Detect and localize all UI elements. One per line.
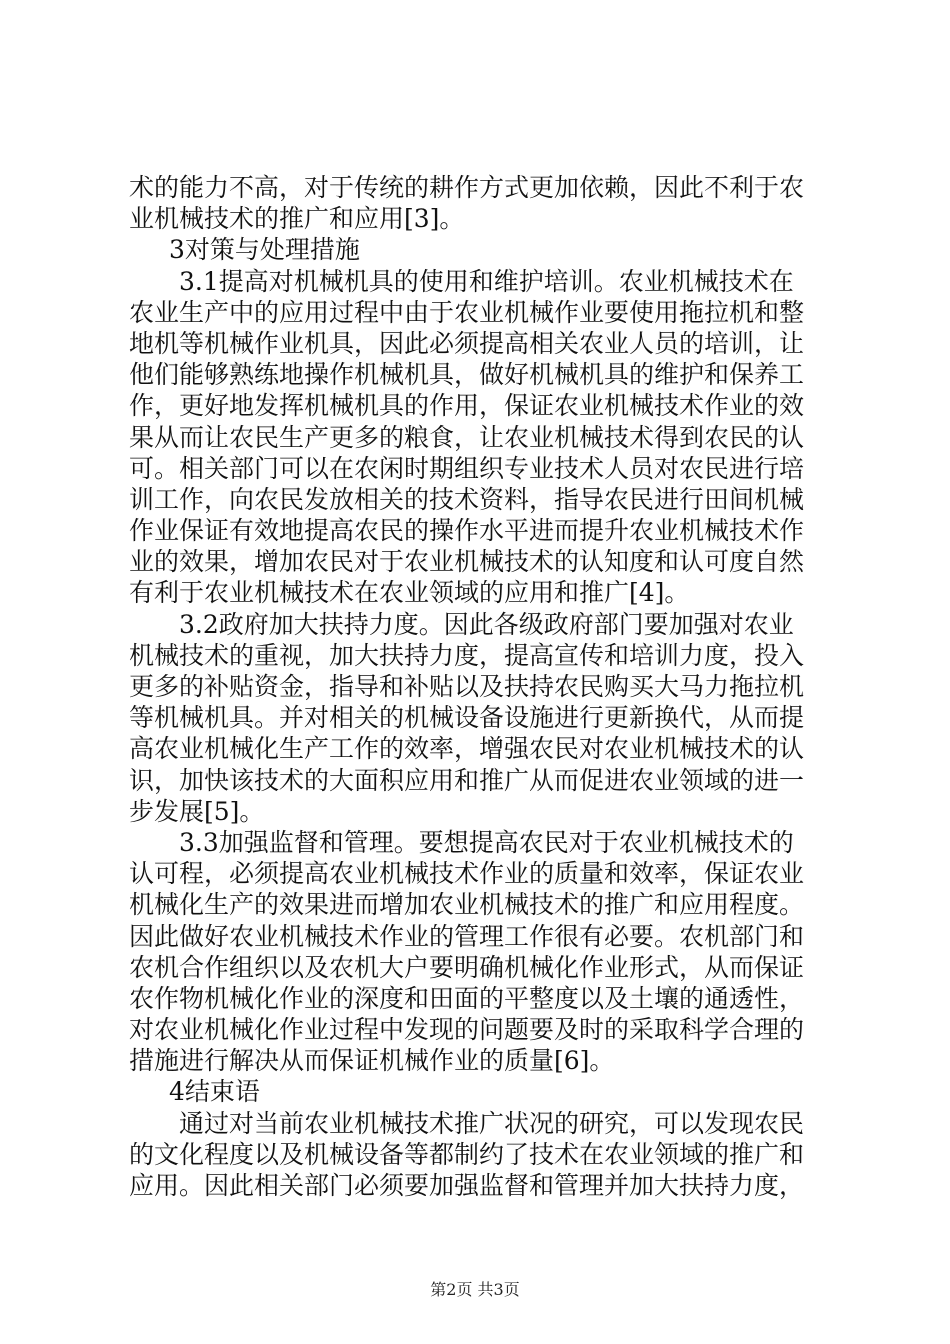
text-line: 应用。因此相关部门必须要加强监督和管理并加大扶持力度， [129,1171,805,1200]
text-line: 机械化生产的效果进而增加农业机械技术的推广和应用程度。 [129,890,805,920]
page-footer: 第2页 共3页 [430,1280,520,1299]
text-line: 步发展[5]。 [129,796,265,826]
text-line: 认可程，必须提高农业机械技术作业的质量和效率，保证农业 [129,859,805,889]
text-line: 对农业机械化作业过程中发现的问题要及时的采取科学合理的 [129,1015,805,1045]
text-line: 训工作，向农民发放相关的技术资料，指导农民进行田间机械 [129,484,805,514]
text-line: 3.1提高对机械机具的使用和维护培训。农业机械技术在 [179,266,794,296]
text-line: 地机等机械作业机具，因此必须提高相关农业人员的培训，让 [129,328,805,358]
text-line: 可。相关部门可以在农闲时期组织专业技术人员对农民进行培 [129,453,805,483]
text-line: 更多的补贴资金，指导和补贴以及扶持农民购买大马力拖拉机 [129,672,805,701]
text-line: 3.3加强监督和管理。要想提高农民对于农业机械技术的 [179,827,794,857]
text-line: 业机械技术的推广和应用[3]。 [129,204,465,234]
text-line: 业的效果，增加农民对于农业机械技术的认知度和认可度自然 [129,547,805,577]
text-line: 的文化程度以及机械设备等都制约了技术在农业领域的推广和 [129,1139,805,1169]
text-line: 果从而让农民生产更多的粮食，让农业机械技术得到农民的认 [129,422,805,452]
text-line: 他们能够熟练地操作机械机具，做好机械机具的维护和保养工 [129,360,805,390]
text-line: 识，加快该技术的大面积应用和推广从而促进农业领域的进一 [129,765,805,795]
section-heading: 3对策与处理措施 [169,235,360,265]
text-line: 等机械机具。并对相关的机械设备设施进行更新换代，从而提 [129,703,805,733]
text-line: 术的能力不高，对于传统的耕作方式更加依赖，因此不利于农 [129,173,805,202]
text-line: 有利于农业机械技术在农业领域的应用和推广[4]。 [129,578,690,608]
text-line: 3.2政府加大扶持力度。因此各级政府部门要加强对农业 [179,609,794,639]
body-text [129,172,829,1201]
text-line: 措施进行解决从而保证机械作业的质量[6]。 [129,1046,615,1076]
text-line: 机械技术的重视，加大扶持力度，提高宣传和培训力度，投入 [129,640,805,670]
text-line: 高农业机械化生产工作的效率，增强农民对农业机械技术的认 [129,734,805,764]
text-line: 作，更好地发挥机械机具的作用，保证农业机械技术作业的效 [129,391,805,421]
text-line: 农作物机械化作业的深度和田面的平整度以及土壤的通透性， [129,983,805,1013]
text-line: 农业生产中的应用过程中由于农业机械作业要使用拖拉机和整 [129,297,805,327]
section-heading: 4结束语 [169,1077,260,1107]
text-line: 通过对当前农业机械技术推广状况的研究，可以发现农民 [179,1108,805,1138]
text-line: 农机合作组织以及农机大户要明确机械化作业形式，从而保证 [129,952,805,982]
text-line: 作业保证有效地提高农民的操作水平进而提升农业机械技术作 [129,516,805,546]
text-line: 因此做好农业机械技术作业的管理工作很有必要。农机部门和 [129,921,805,951]
